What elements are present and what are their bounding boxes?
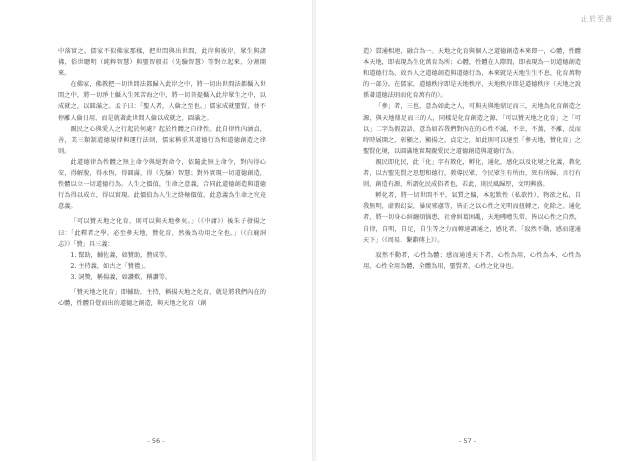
- list-item: 1. 幫助，輔佐義，如贊助，贊成等。: [70, 251, 172, 259]
- right-page: [316, 0, 631, 461]
- page-number: - 57 -: [458, 437, 477, 445]
- paragraph: 「贊天地之化育」即輔助，主持，稱揚天地之化育，就是將我們內在的心體，性體自覺而出的道德之創造，與天地之化育（創: [58, 288, 266, 308]
- paragraph: 在佛家，佛教把一切世間法都歸入此岸之中，將一切出世間法都攝入世間之中，將一切淨土攝入生死苦海之中，將一切菩提攝入此岸眾生之中，以成就之，以圓滿之。孟子曰：「聖人者，人倫之至也。」儒家成就聖賢，並不停離人倫日用，而是就著此世間人倫以成就之，圓滿之。: [58, 81, 266, 122]
- left-page-text: [58, 46, 266, 309]
- paragraph: 親民即化民，此「化」字有教化，孵化，通化，感化以及化境之化義，教化者，以古聖先賢之思想和德行，教導民眾，令民眾生有所由，死有所歸，言行有則，創造有源，所謂化民成俗者也，若此，則民風歸厚，文明興盛。: [363, 158, 581, 189]
- paragraph: 造）貫通相連，融合為一。天地之化育與個人之道德創造本來即一，心體，性體本天地，即表現為生化萬育為所；心體，性體在人際間，即表現為一切道德創造和道德行為，故吾人之道德創造與道德行為，本來就是天地生生不息，化育萬物的一部分。在儒家，道德秩序即是天地秩序，天地秩序即是道德秩序（天地之說係著道德法則而化育萬有的）。: [363, 48, 581, 100]
- page-number: - 56 -: [147, 437, 165, 445]
- running-header: 止於至善: [581, 15, 613, 23]
- list-item: 2. 主持義，如古之「贊禮」。: [70, 262, 150, 270]
- paragraph: 此道德律為性體之無上命令與絕對命令，依隨此無上命令，對內得心安，得解脫，得永恆，得圓滿，得（先驗）智慧；對外實現一切道德創造，性體以立一切道德行為。人生之價值，生命之意義，合同此道德創造與道德行為得以成立，得以實現。此價值為人生之終極價值，此意義為生命之究竟意義。: [58, 158, 266, 211]
- paragraph: 中落實之。儒家不似佛家那樣，把世問與出世間，此岸與彼岸，眾生與諸佛，俗世聰明（純粹智慧）與聖智般若（先驗智慧）等對立起來，分割開來。: [58, 48, 266, 78]
- list-item: 3. 詞獎，稱揚義，如讚歎，稱讚等。: [70, 273, 172, 281]
- left-page: [0, 0, 312, 461]
- paragraph: 「參」者，三也，意為如此之人，可與天與地鼎足而三，天地為化育創造之源，與天地鼎足而三的人，同樣是化育創造之源，「可以贊天地之化育」之「可以」二字為假設語，意為如若我們對內在的心性不滅，不幸，不蒸，不離，反而時時展開之，彰顯之，顯揚之，貞定之，如此則可以達至「參天地，贊化育」之聖賢化境，以圓滿地實現親愛民之道德創造與道德行為。: [363, 103, 581, 155]
- paragraph: 寂然不動者，心性為體；感而通遠天下者，心性為用，心性為本，心性為用，心性全用為體，全體為用，聖賢者，心性之化身也。: [363, 251, 581, 270]
- paragraph: 親民之心與愛人之行起於何處？起於性體之自律性。此自律性內涵貞，善，美三類制道德規律與運行法則，儒家稱重其道德行為和道德創造之律則。: [58, 125, 266, 155]
- paragraph: 孵化者，將一切世間不平，氣質之偏，本起默性（私欲性），物欲之私，自我無明，虛假幻妄，暴戾邪慮等，皆正之以心性之光明而扭轉之，化除之。通化者，將一切身心糾纏煩惱患，社會糾葛困亂，天地咈嘈失常，皆以心性之自然，自律，自明，自足，自生等之力而轉速調通之，感化者，「寂然不動，感而遂通天下」（《周易．繫辭傳上》）。: [363, 192, 581, 244]
- paragraph: 「可以贊天地之化育，則可以與天地參矣。」（《中庸》）後朱子發揚之曰：「此釋者之學，必至參天地，贊化育，然後為功用之全也。」（《白鹿洞志》）「贊」具三義：: [58, 218, 266, 248]
- right-page-text: [363, 46, 581, 272]
